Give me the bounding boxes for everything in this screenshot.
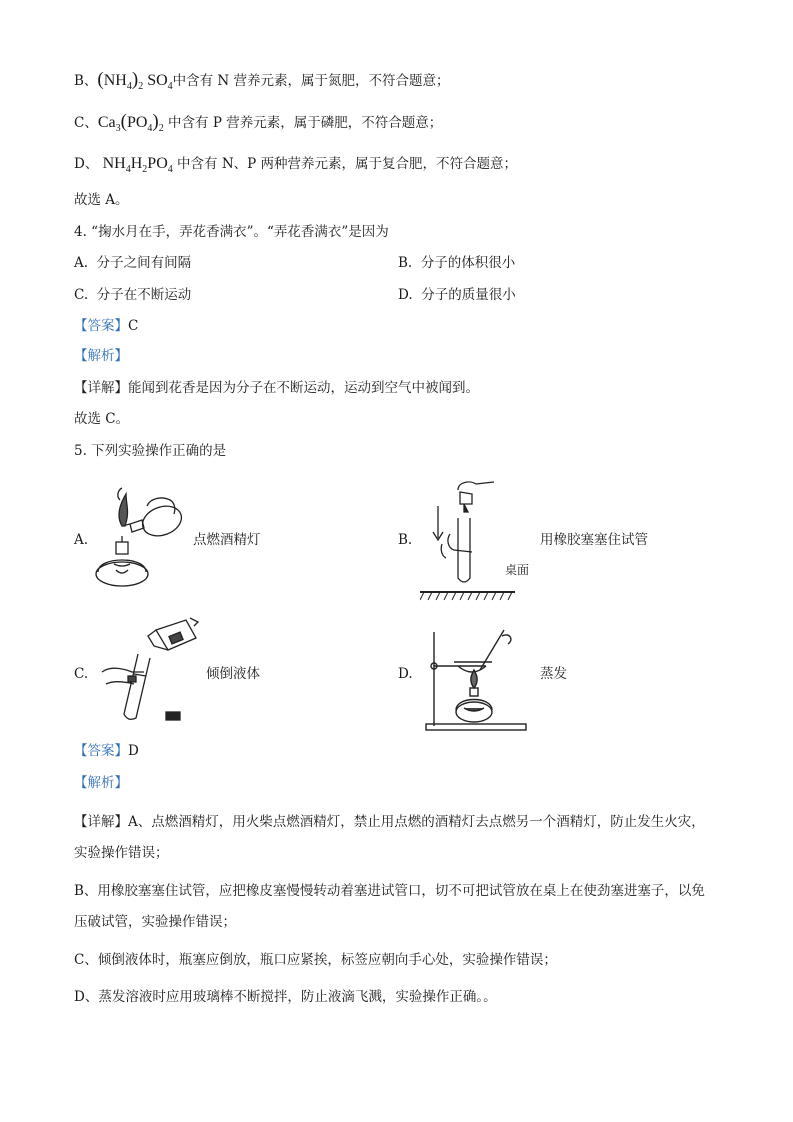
q4-conclusion: 故选 C。 — [74, 411, 130, 427]
q4-analysis-tag: 【解析】 — [74, 348, 128, 364]
q5-figure-b-table-label: 桌面 — [505, 563, 530, 577]
q5-detail-line-6: D、蒸发溶液时应用玻璃棒不断搅拌，防止液滴飞溅，实验操作正确。。 — [74, 989, 497, 1005]
q5-detail-line-5: C、倾倒液体时，瓶塞应倒放，瓶口应紧挨，标签应朝向手心处，实验操作错误； — [74, 952, 557, 968]
q5-figure-c-letter: C. — [74, 666, 89, 682]
q4-option-a: A. 分子之间有间隔 — [74, 255, 192, 271]
q4-detail: 【详解】能闻到花香是因为分子在不断运动，运动到空气中被闻到。 — [74, 380, 479, 396]
q5-analysis-tag: 【解析】 — [74, 775, 128, 791]
q3-conclusion: 故选 A。 — [74, 192, 129, 208]
q5-figure-b-letter: B. — [398, 532, 413, 548]
q5-answer: 【答案】D — [74, 743, 139, 759]
q4-option-c: C. 分子在不断运动 — [74, 287, 192, 303]
q5-detail-line-2: 实验操作错误； — [74, 845, 169, 861]
q5-stem: 5. 下列实验操作正确的是 — [74, 443, 227, 459]
evaporation-figure — [420, 622, 530, 734]
q5-figure-d-caption: 蒸发 — [540, 666, 567, 682]
q3-option-d: D、 $NH_4H_2PO_4$ 中含有 N、P 两种营养元素，属于复合肥，不符合题意； — [74, 155, 518, 176]
stopper-test-tube-figure — [420, 478, 530, 604]
formula-ammonium-sulfate: $(NH_4)_2$ $SO_4$ — [97, 69, 173, 93]
q4-option-d: D. 分子的质量很小 — [398, 287, 516, 303]
q5-detail-line-3: B、用橡胶塞塞住试管，应把橡皮塞慢慢转动着塞进试管口，切不可把试管放在桌上在使劲塞进塞子，以免 — [74, 883, 705, 899]
alcohol-lamp-figure — [92, 486, 192, 591]
formula-calcium-phosphate: $Ca_3(PO_4)_2$ — [97, 111, 164, 135]
q5-figure-d-letter: D. — [398, 666, 413, 682]
q4-option-b: B. 分子的体积很小 — [398, 255, 516, 271]
q5-detail-line-1: 【详解】A、点燃酒精灯，用火柴点燃酒精灯，禁止用点燃的酒精灯去点燃另一个酒精灯，防止发生火灾， — [74, 814, 705, 830]
q3-option-c: C、$Ca_3(PO_4)_2$ 中含有 P 营养元素，属于磷肥，不符合题意； — [74, 111, 443, 135]
q4-answer: 【答案】C — [74, 318, 139, 334]
q3-option-b: B、$(NH_4)_2$ $SO_4$中含有 N 营养元素，属于氮肥，不符合题意； — [74, 69, 450, 93]
pouring-liquid-figure — [98, 614, 208, 724]
q5-figure-b-caption: 用橡胶塞塞住试管 — [540, 532, 648, 548]
q5-figure-a-caption: 点燃酒精灯 — [193, 532, 261, 548]
q4-stem: 4. “掬水月在手，弄花香满衣”。“弄花香满衣”是因为 — [74, 224, 389, 240]
q5-detail-line-4: 压破试管，实验操作错误； — [74, 914, 236, 930]
q5-figure-a-letter: A. — [74, 532, 89, 548]
formula-ammonium-dihydrogen-phosphate: $NH_4H_2PO_4$ — [102, 155, 173, 176]
q5-figure-c-caption: 倾倒液体 — [206, 666, 260, 682]
